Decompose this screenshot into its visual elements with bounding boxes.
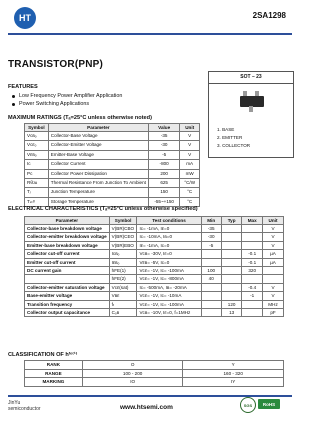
table-cell: Collector Power Dissipation <box>48 169 148 178</box>
table-row <box>25 233 284 241</box>
table-cell: V(BR)CEO <box>109 233 137 241</box>
part-number: 2SA1298 <box>252 11 286 20</box>
classification-table <box>24 360 284 387</box>
table-cell: hFE(2) <box>109 275 137 283</box>
table-cell: Tₛₜᵍ <box>25 197 49 206</box>
classification-heading: CLASSIFICATION OF hᶠᵉ⁽¹⁾ <box>8 352 78 358</box>
column-header: Parameter <box>48 124 148 132</box>
table-cell: Collector-Emitter Voltage <box>48 141 148 150</box>
table-cell <box>221 275 241 283</box>
table-cell: Vᴄʙ= -30V, Iᴇ=0 <box>137 250 201 258</box>
table-cell: -5 <box>148 150 179 159</box>
table-row <box>25 141 200 150</box>
table-cell: Vᴇʙ= -5V, Iᴄ=0 <box>137 258 201 266</box>
column-header: Unit <box>263 217 284 225</box>
table-cell: V <box>263 283 284 291</box>
table-cell: V <box>263 292 284 300</box>
table-row <box>25 188 200 197</box>
pin-icon <box>249 106 253 112</box>
table-row <box>25 292 284 300</box>
table-cell <box>201 300 221 308</box>
table-cell: Vᴇʙₒ <box>25 150 49 159</box>
table-row <box>25 241 284 249</box>
table-row <box>25 300 284 308</box>
table-row <box>25 250 284 258</box>
table-cell: V(BR)EBO <box>109 241 137 249</box>
table-cell: -0.1 <box>242 250 263 258</box>
bullet-icon <box>12 95 15 98</box>
table-cell: Vᴄᴇ(sat) <box>109 283 137 291</box>
table-cell: Collector Current <box>48 160 148 169</box>
table-cell: 120 <box>221 300 241 308</box>
table-cell: V(BR)CBO <box>109 225 137 233</box>
table-row <box>25 169 200 178</box>
table-cell: Iᴄ= -10mA, Iʙ=0 <box>137 233 201 241</box>
table-cell <box>201 250 221 258</box>
table-row <box>25 369 284 378</box>
table-cell: Collector output capacitance <box>25 309 110 317</box>
table-cell: 13 <box>221 309 241 317</box>
column-header: Unit <box>180 124 200 132</box>
table-cell: Collector-emitter saturation voltage <box>25 283 110 291</box>
table-cell: Vᴄᴇ= -1V, Iᴄ= -10mA <box>137 292 201 300</box>
table-cell: -55~+150 <box>148 197 179 206</box>
table-cell: 200 <box>148 169 179 178</box>
table-cell: Iᴇʙₒ <box>109 258 137 266</box>
table-cell <box>221 233 241 241</box>
table-cell: -0.4 <box>242 283 263 291</box>
table-cell <box>221 283 241 291</box>
table-cell: -30 <box>148 141 179 150</box>
column-header: Parameter <box>25 217 110 225</box>
features-heading: FEATURES <box>8 84 38 90</box>
table-row <box>25 225 284 233</box>
table-cell: -800 <box>148 160 179 169</box>
table-cell: Junction Temperature <box>48 188 148 197</box>
table-cell: MARKING <box>25 378 83 387</box>
package-box <box>208 71 294 158</box>
electrical-table <box>24 216 284 317</box>
table-cell <box>201 258 221 266</box>
column-header: Min <box>201 217 221 225</box>
column-header: Symbol <box>109 217 137 225</box>
website-link[interactable]: www.htsemi.com <box>120 404 173 411</box>
table-cell: Emitter cut-off current <box>25 258 110 266</box>
table-cell: V <box>263 241 284 249</box>
table-cell: Vᴄᴇₒ <box>25 141 49 150</box>
table-row <box>25 132 200 141</box>
column-header: Max <box>242 217 263 225</box>
table-cell: -35 <box>148 132 179 141</box>
table-cell: mA <box>180 160 200 169</box>
table-cell: Iᴇ= -1mA, Iᴄ=0 <box>137 241 201 249</box>
table-cell: Vᴄᴇ= -1V, Iᴄ= -100mA <box>137 267 201 275</box>
table-cell: Iᴄ <box>25 160 49 169</box>
max-ratings-table <box>24 123 200 207</box>
table-row <box>25 378 284 387</box>
table-cell: RANK <box>25 361 83 370</box>
table-row <box>25 150 200 159</box>
table-cell <box>242 233 263 241</box>
table-cell: Transition frequency <box>25 300 110 308</box>
table-cell <box>242 309 263 317</box>
table-cell: -1 <box>242 292 263 300</box>
table-cell: 100 - 200 <box>82 369 183 378</box>
table-cell: Vᴄᴇ= -1V, Iᴄ= -800mA <box>137 275 201 283</box>
table-cell: °C <box>180 197 200 206</box>
table-cell <box>221 258 241 266</box>
table-cell <box>201 309 221 317</box>
table-cell: °C <box>180 188 200 197</box>
table-cell <box>221 267 241 275</box>
max-ratings-heading: MAXIMUM RATINGS (Tₐ=25°C unless otherwise noted) <box>8 115 152 121</box>
table-cell: Emitter-base breakdown voltage <box>25 241 110 249</box>
feature-item <box>12 101 89 107</box>
table-cell: pF <box>263 309 284 317</box>
table-row <box>25 258 284 266</box>
pin-label: 1. BASE <box>217 127 235 132</box>
table-cell: Vʙᴇ <box>109 292 137 300</box>
package-name: SOT – 23 <box>240 74 262 80</box>
rohs-badge-icon: RoHS <box>258 399 280 409</box>
table-cell <box>242 275 263 283</box>
table-row <box>25 283 284 291</box>
table-cell: Vᴄʙ= -10V, Iᴇ=0, f=1MHz <box>137 309 201 317</box>
table-cell <box>221 241 241 249</box>
table-cell: Emitter-Base Voltage <box>48 150 148 159</box>
table-cell: V <box>180 150 200 159</box>
table-cell: 160 - 320 <box>183 369 284 378</box>
table-cell: Y <box>183 361 284 370</box>
table-cell: DC current gain <box>25 267 110 275</box>
table-cell: Collector-base breakdown voltage <box>25 225 110 233</box>
table-cell: -30 <box>201 233 221 241</box>
table-cell: mW <box>180 169 200 178</box>
table-cell: fₜ <box>109 300 137 308</box>
table-cell: µA <box>263 250 284 258</box>
table-cell: MHz <box>263 300 284 308</box>
pin-label: 3. COLLECTOR <box>217 143 251 148</box>
header-divider <box>8 33 292 35</box>
table-cell: Iᴄʙₒ <box>109 250 137 258</box>
table-cell: Rθᴊᴀ <box>25 179 49 188</box>
table-cell: Storage Temperature <box>48 197 148 206</box>
table-cell: Collector-Base Voltage <box>48 132 148 141</box>
feature-text: Low Frequency Power Amplifier Application <box>19 93 123 99</box>
column-header: Symbol <box>25 124 49 132</box>
table-cell <box>242 241 263 249</box>
feature-text: Power Switching Applications <box>19 101 90 107</box>
table-cell: Iᴄ= -1mA, Iᴇ=0 <box>137 225 201 233</box>
table-cell <box>263 267 284 275</box>
table-cell: Vᴄᴇ= -1V, Iᴄ= -100mA <box>137 300 201 308</box>
table-cell <box>221 292 241 300</box>
bullet-icon <box>12 103 15 106</box>
table-cell: V <box>263 225 284 233</box>
column-header: Value <box>148 124 179 132</box>
electrical-heading: ELECTRICAL CHARACTERISTICS (Tₐ=25°C unless otherwise specified) <box>8 206 198 212</box>
table-cell: Cₒʙ <box>109 309 137 317</box>
table-row <box>25 361 284 370</box>
table-cell <box>263 275 284 283</box>
table-cell: Pᴄ <box>25 169 49 178</box>
table-cell: Base-emitter voltage <box>25 292 110 300</box>
package-divider <box>209 83 293 84</box>
table-cell: µA <box>263 258 284 266</box>
table-cell: -35 <box>201 225 221 233</box>
company-name-line: semiconductor <box>8 406 41 412</box>
page-title: TRANSISTOR(PNP) <box>8 59 104 70</box>
table-cell: Vᴄʙₒ <box>25 132 49 141</box>
table-cell: Iᴄ= -500mA, Iʙ= -20mA <box>137 283 201 291</box>
column-header: Test conditions <box>137 217 201 225</box>
table-header-row <box>25 124 200 132</box>
table-cell: -5 <box>201 241 221 249</box>
table-cell: 40 <box>201 275 221 283</box>
table-header-row <box>25 217 284 225</box>
table-row <box>25 160 200 169</box>
table-cell: Thermal Resistance From Junction To Ambient <box>48 179 148 188</box>
feature-item <box>12 93 122 99</box>
table-cell: -0.1 <box>242 258 263 266</box>
sgs-badge-icon: SGS <box>240 397 256 413</box>
table-cell <box>221 225 241 233</box>
table-cell: 100 <box>201 267 221 275</box>
table-cell: Tⱼ <box>25 188 49 197</box>
table-cell: 625 <box>148 179 179 188</box>
company-name <box>8 400 41 412</box>
table-row <box>25 179 200 188</box>
table-cell <box>201 292 221 300</box>
table-cell <box>25 275 110 283</box>
table-cell: RANGE <box>25 369 83 378</box>
table-cell: V <box>263 233 284 241</box>
table-row <box>25 267 284 275</box>
column-header: Typ <box>221 217 241 225</box>
table-cell: Collector cut-off current <box>25 250 110 258</box>
table-cell <box>242 300 263 308</box>
table-cell: 320 <box>242 267 263 275</box>
table-cell: O <box>82 361 183 370</box>
table-cell: Collector-emitter breakdown voltage <box>25 233 110 241</box>
table-cell: V <box>180 141 200 150</box>
table-cell: 150 <box>148 188 179 197</box>
pin-label: 2. EMITTER <box>217 135 243 140</box>
table-cell: IY <box>183 378 284 387</box>
table-row <box>25 275 284 283</box>
table-row <box>25 309 284 317</box>
table-cell: °C/W <box>180 179 200 188</box>
table-cell <box>201 283 221 291</box>
table-cell <box>221 250 241 258</box>
table-cell: IO <box>82 378 183 387</box>
table-cell: V <box>180 132 200 141</box>
company-logo: HT <box>14 7 36 29</box>
table-cell <box>242 225 263 233</box>
table-cell: hFE(1) <box>109 267 137 275</box>
pin-list <box>217 126 250 150</box>
company-name-line: JinYu <box>8 400 21 406</box>
